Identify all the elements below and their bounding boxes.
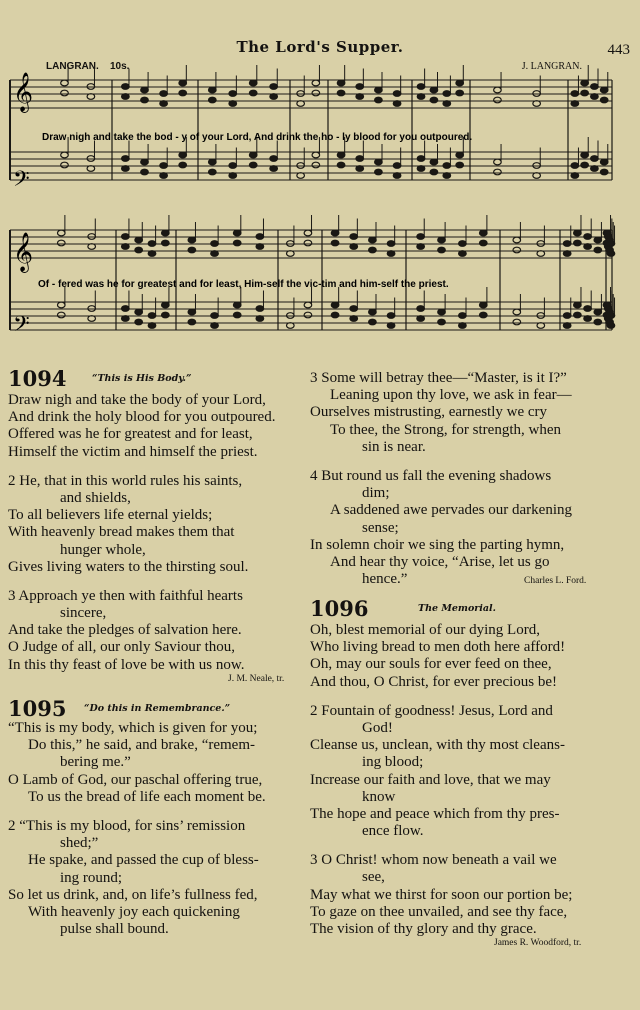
verse-line: Leaning upon thy love, we ask in fear— [330,387,572,404]
tune-name: LANGRAN. [46,61,99,72]
verse-line: Offered was he for greatest and for least, [8,426,253,443]
treble-clef-icon: 𝄞 [13,72,34,112]
verse-line: 2 Fountain of goodness! Jesus, Lord and [310,702,553,719]
verse-line: pulse shall bound. [60,921,169,938]
verse-line: dim; [362,485,390,502]
hymn-title: “Do this in Remembrance.” [84,703,231,714]
verse-line: 2 He, that in this world rules his saints, [8,472,243,489]
verse-line: To us the bread of life each moment be. [28,788,266,805]
bass-clef-icon: 𝄢 [13,312,30,342]
verse-line: ing round; [60,869,123,886]
hymn-credit: Charles L. Ford. [524,576,587,586]
verse-line: And thou, O Christ, for ever precious be! [310,673,558,690]
verse-line: 3 Approach ye then with faithful hearts [8,587,243,604]
verse-line: and shields, [60,489,131,506]
verse-line: Gives living waters to the thirsting soul. [8,558,249,575]
hymn-credit: James R. Woodford, tr. [494,938,582,949]
verse-line: The hope and peace which from thy pres- [310,805,560,822]
composer-credit: J. LANGRAN. [521,61,582,72]
verse-line: 3 Some will betray thee—“Master, is it I?” [310,370,567,386]
hymn-1095-continued [310,370,587,588]
verse-line: Ourselves mistrusting, earnestly we cry [310,404,548,421]
verse-line: hunger whole, [60,541,146,558]
verse-line: And take the pledges of salvation here. [8,622,242,639]
hymn-1096 [310,596,581,952]
verse-line: To thee, the Strong, for strength, when [330,421,561,438]
treble-clef-icon: 𝄞 [13,232,34,272]
verse-line: With heavenly joy each quickening [28,903,240,920]
verse-line: Increase our faith and love, that we may [310,771,551,788]
verse-line: God! [362,719,393,736]
verse-line: Oh, may our souls for ever feed on thee, [310,656,552,673]
hymn-1094 [8,366,284,688]
hymn-number: 1096 [310,596,369,621]
verse-line: O Judge of all, our only Saviour thou, [8,639,236,656]
tune-meter: 10s. [110,61,130,72]
verse-line: bering me.” [60,754,131,771]
verse-line: sin is near. [362,438,426,455]
lyric-line-1: Draw nigh and take the bod - y of your Lord, And drink the ho - ly blood for you outpoured. [42,132,473,143]
verse-line: sincere, [60,605,107,622]
verse-line: With heavenly bread makes them that [8,524,235,541]
verse-line: Cleanse us, unclean, with thy most cleans- [310,737,565,754]
hymn-number: 1095 [8,696,67,721]
verse-line: Himself the victim and himself the priest. [8,443,258,460]
verse-line: To gaze on thee unvailed, and see thy face, [310,903,568,920]
verse-line: know [362,788,396,805]
verse-line: ence flow. [362,823,424,840]
verse-line: The vision of thy glory and thy grace. [310,921,537,937]
verse-line: Draw nigh and take the body of your Lord, [8,392,266,408]
verse-line: O Lamb of God, our paschal offering true, [8,771,263,788]
hymn-1095 [8,696,266,938]
verse-line: Do this,” he said, and brake, “remem- [28,737,255,754]
hymn-title: “This is His Body.” [92,373,192,384]
verse-line: To all believers life eternal yields; [8,507,213,524]
page-header-title: The Lord's Supper. [236,38,404,56]
bass-clef-icon: 𝄢 [13,167,30,197]
verse-line: “This is my body, which is given for you; [8,720,258,736]
hymn-number: 1094 [8,366,67,391]
verse-line: Oh, blest memorial of our dying Lord, [310,622,540,638]
verse-line: A saddened awe pervades our darkening [330,502,572,519]
verse-line: And drink the holy blood for you outpoured. [8,409,276,426]
lyric-line-2: Of - fered was he for greatest and for least, Him-self the vic-tim and him-self the priest. [38,279,449,290]
verse-line: sense; [362,519,399,536]
verse-line: hence.” [362,571,408,588]
verse-line: 2 “This is my blood, for sins’ remission [8,817,246,834]
verse-line: May what we thirst for soon our portion be; [310,886,573,903]
verse-line: And hear thy voice, “Arise, let us go [330,553,550,570]
music-score [0,0,640,360]
verse-line: He spake, and passed the cup of bless- [28,852,259,869]
verse-line: shed;” [60,835,99,852]
hymn-credit: J. M. Neale, tr. [228,673,285,684]
page-number: 443 [607,42,630,58]
verse-line: see, [362,869,385,886]
verse-line: ing blood; [362,754,424,771]
verse-line: In this thy feast of love be with us now. [8,656,245,673]
verse-line: 3 O Christ! whom now beneath a vail we [310,852,557,869]
verse-line: 4 But round us fall the evening shadows [310,467,552,484]
staff-lines [10,80,612,330]
verse-line: Who living bread to men doth here afford! [310,639,566,656]
verse-line: In solemn choir we sing the parting hymn, [310,536,565,553]
verse-line: So let us drink, and, on life’s fullness fed, [8,886,258,903]
hymn-title: The Memorial. [418,603,496,614]
